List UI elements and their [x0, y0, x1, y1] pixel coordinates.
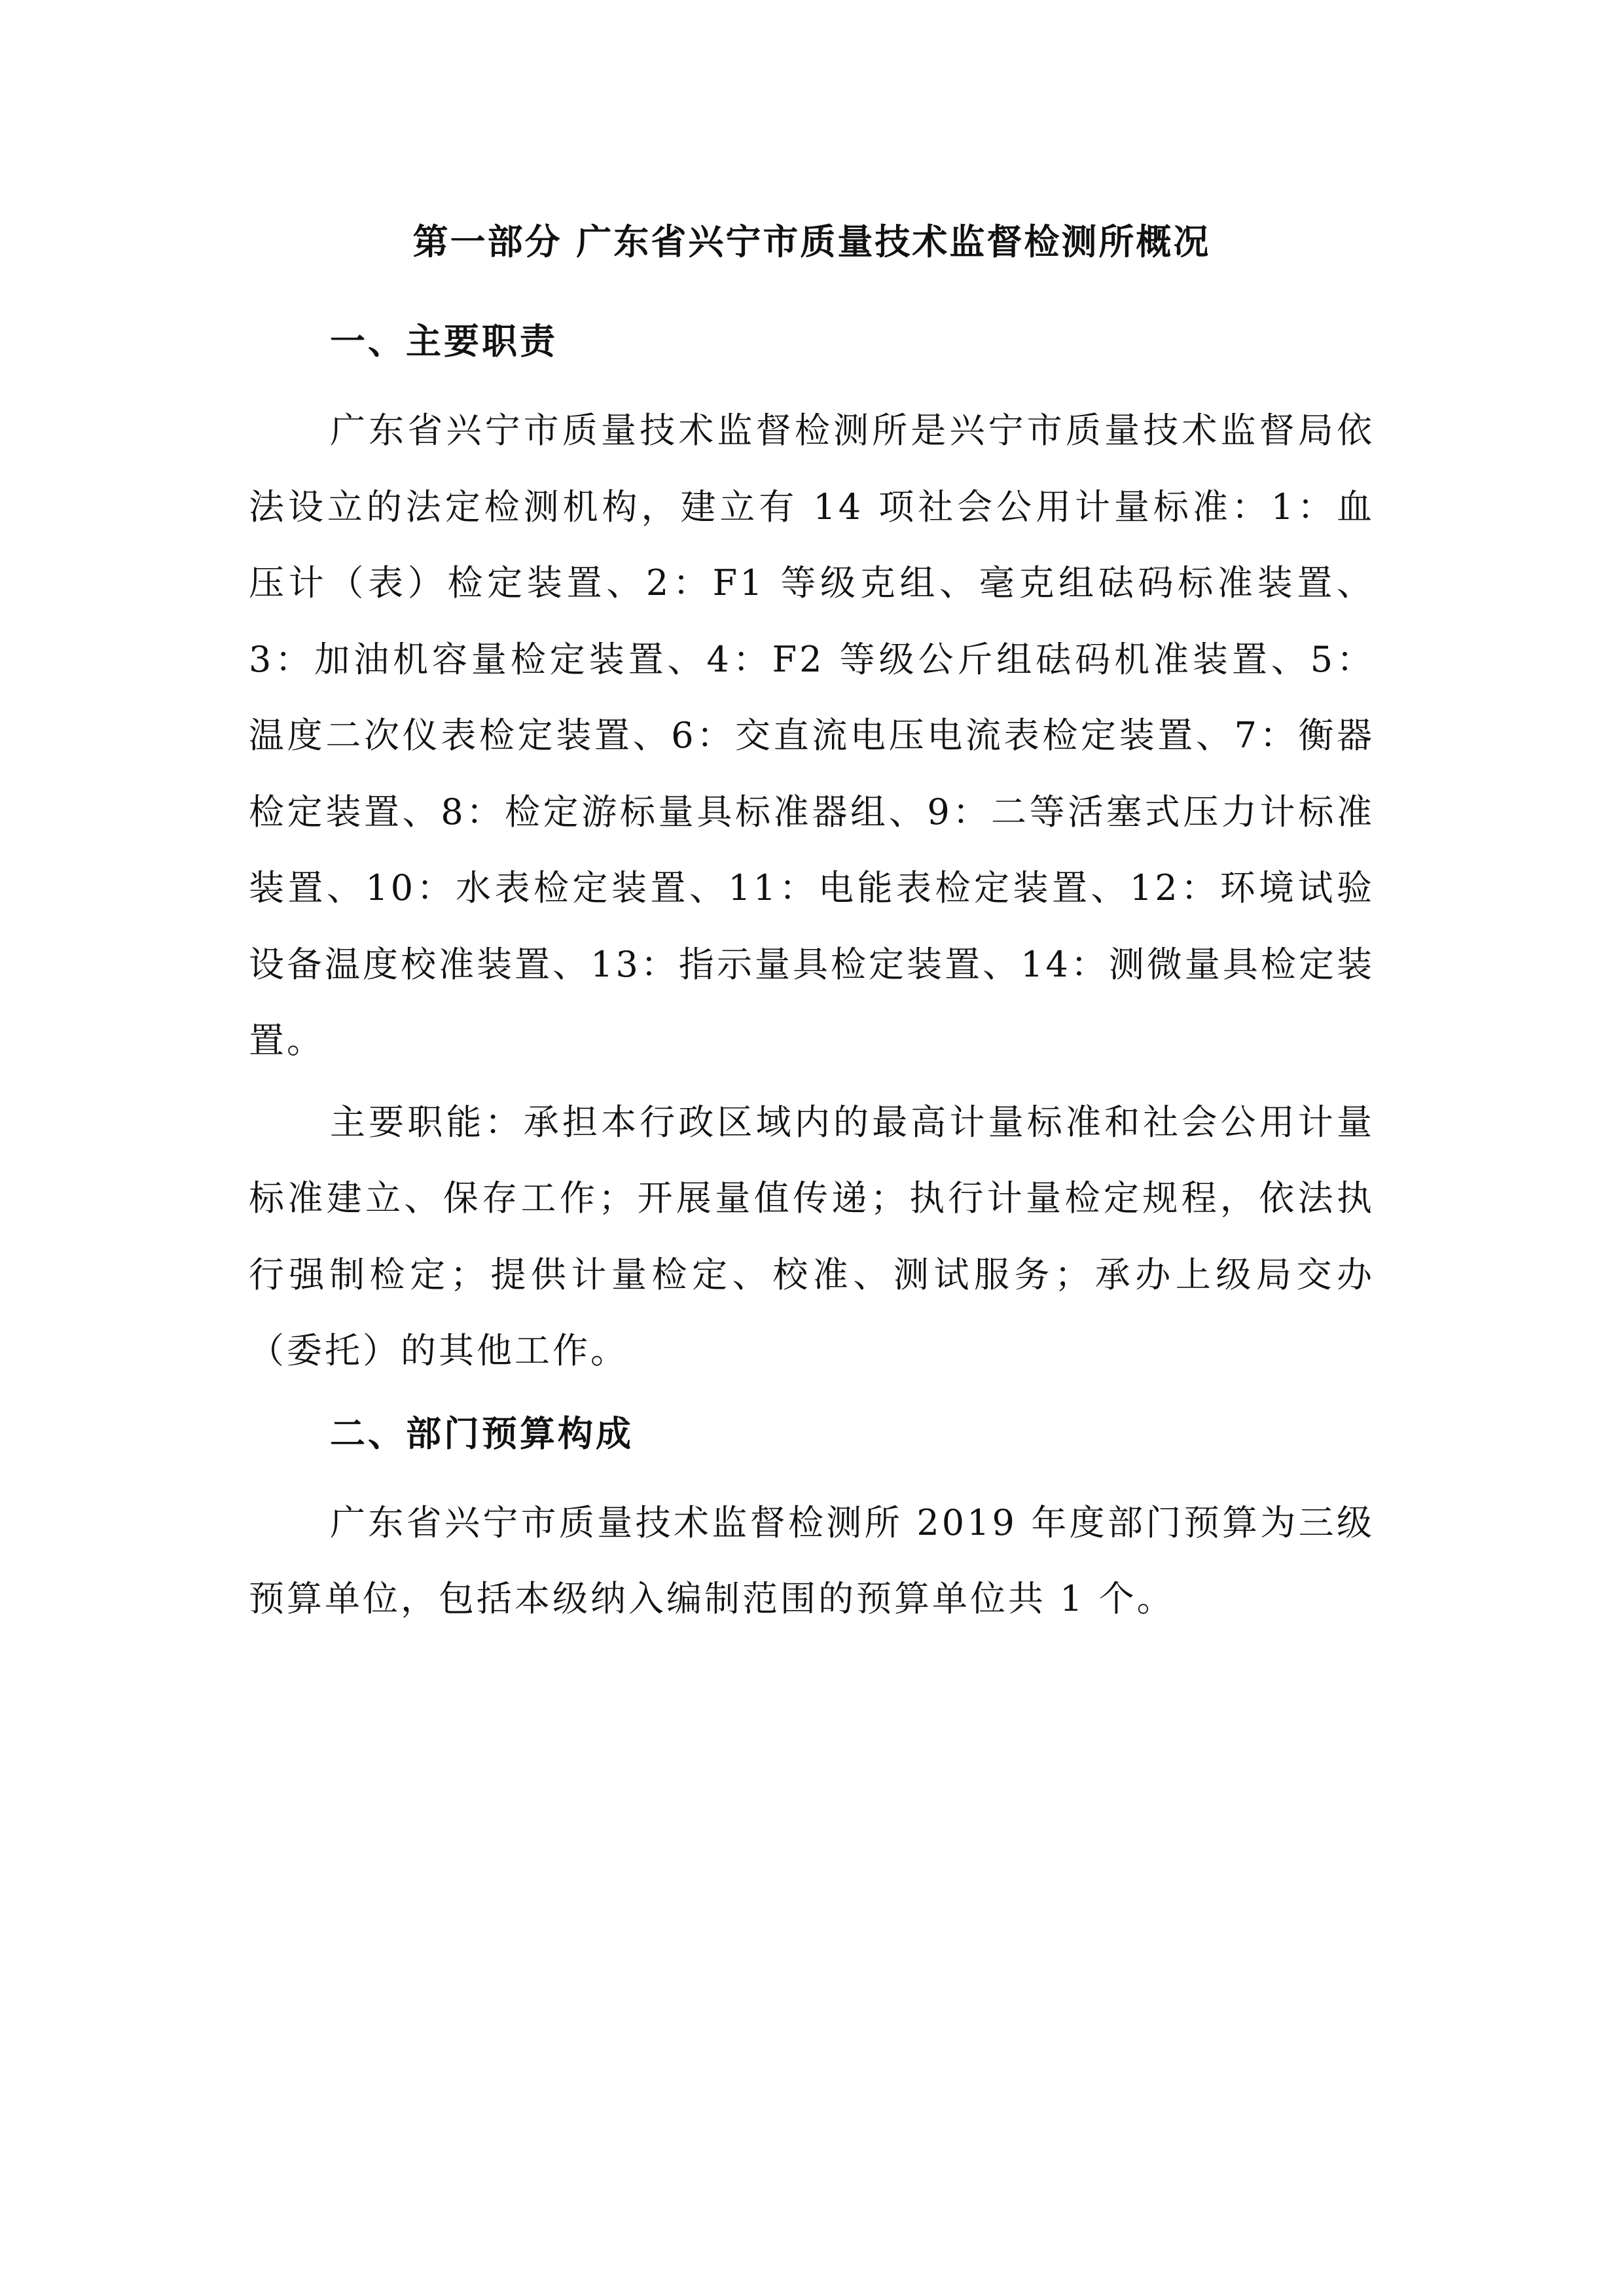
- section-heading-main-duties: 一、主要职责: [330, 321, 558, 362]
- paragraph-budget-composition: 广东省兴宁市质量技术监督检测所 2019 年度部门预算为三级预算单位，包括本级纳入编制范围的预算单位共 1 个。: [249, 1501, 1375, 1619]
- section-budget-composition: [249, 1395, 1375, 1638]
- section-heading-budget-composition: 二、部门预算构成: [330, 1412, 634, 1454]
- paragraph-main-functions: 主要职能：承担本行政区域内的最高计量标准和社会公用计量标准建立、保存工作；开展量值传递；执行计量检定规程，依法执行强制检定；提供计量检定、校准、测试服务；承办上级局交办（委托）的其他工作。: [249, 1101, 1375, 1371]
- document-page: [249, 196, 1375, 1643]
- document-title: 第一部分 广东省兴宁市质量技术监督检测所概况: [412, 221, 1211, 262]
- section-main-duties: [249, 302, 1375, 1390]
- paragraph-institution-overview: 广东省兴宁市质量技术监督检测所是兴宁市质量技术监督局依法设立的法定检测机构，建立有 14 项社会公用计量标准：1：血压计（表）检定装置、2：F1 等级克组、毫克组砝码标准装置、3：加油机容量检定装置、4：F2 等级公斤组砝码机准装置、5：温度二次仪表检定装置、6：交直流电压电流表检定装置、7：衡器检定装置、8：检定游标量具标准器组、9：二等活塞式压力计标准装置、10：水表检定装置、11：电能表检定装置、12：环境试验设备温度校准装置、13：指示量具检定装置、14：测微量具检定装置。: [249, 410, 1375, 1061]
